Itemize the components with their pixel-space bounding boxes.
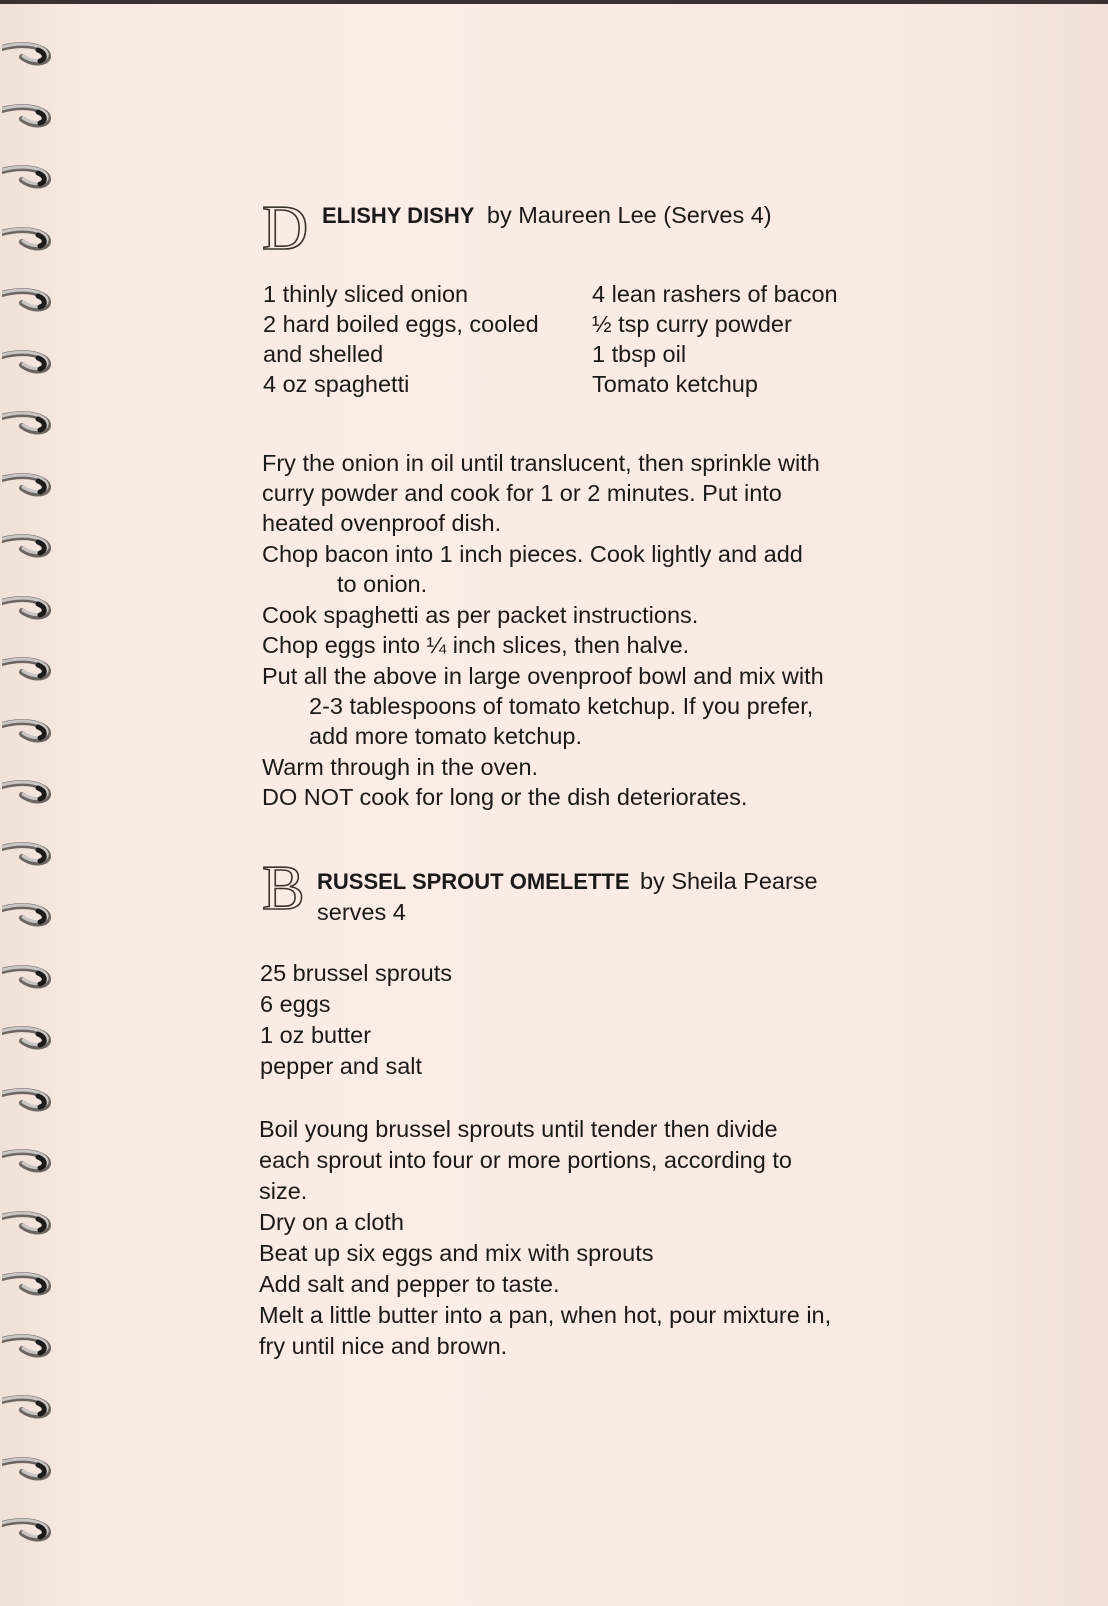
binding-coil [2,1393,54,1419]
method-line: fry until nice and brown. [259,1333,508,1359]
binding-coil [2,840,54,866]
ingredient-left-1: 1 thinly sliced onion [263,281,469,307]
binding-coil [2,963,54,989]
recipe-1-title-row [322,202,772,229]
method-line: Chop eggs into ¼ inch slices, then halve. [262,632,690,658]
recipe-2-byline: by Sheila Pearse [639,868,818,894]
recipe-1-byline: by Maureen Lee (Serves 4) [486,202,772,228]
ingredient: 1 oz butter [260,1022,372,1048]
ingredient-right-1: 4 lean rashers of bacon [592,281,838,307]
binding-coil [2,778,54,804]
binding-coil [2,40,54,66]
binding-coil [2,1147,54,1173]
method-line: curry powder and cook for 1 or 2 minutes. Put into [262,480,782,506]
binding-coil [2,286,54,312]
method-line: Dry on a cloth [259,1209,404,1235]
ingredient-right-4: Tomato ketchup [592,371,758,397]
ingredient: pepper and salt [260,1053,423,1079]
method-line: add more tomato ketchup. [309,723,583,749]
recipe-2-title: RUSSEL SPROUT OMELETTE [317,869,630,894]
binding-coil [2,163,54,189]
binding-coil [2,594,54,620]
recipe-1-title: ELISHY DISHY [322,203,475,228]
binding-coil [2,1024,54,1050]
ingredient: 6 eggs [260,991,331,1017]
method-line: Add salt and pepper to taste. [259,1271,560,1297]
dropcap-b: B [262,852,305,923]
method-line: Chop bacon into 1 inch pieces. Cook lightly and add [262,541,803,567]
method-line: Melt a little butter into a pan, when hot, pour mixture in, [259,1302,832,1328]
binding-coil [2,102,54,128]
ingredient-left-4: 4 oz spaghetti [263,371,410,397]
spiral-binding [0,0,70,1606]
method-line: to onion. [337,571,428,597]
method-line: 2-3 tablespoons of tomato ketchup. If you prefer, [309,693,814,719]
ingredient-right-3: 1 tbsp oil [592,341,687,367]
ingredient-left-3: and shelled [263,341,384,367]
method-line: size. [259,1178,308,1204]
dropcap-d: D [262,192,309,263]
ingredient: 25 brussel sprouts [260,960,453,986]
page-top-edge [0,0,1108,4]
binding-coil [2,1086,54,1112]
binding-coil [2,655,54,681]
binding-coil [2,409,54,435]
binding-coil [2,1455,54,1481]
binding-coil [2,471,54,497]
recipe-2-title-row [317,868,818,895]
method-line: heated ovenproof dish. [262,510,502,536]
method-line: Warm through in the oven. [262,754,539,780]
binding-coil [2,901,54,927]
binding-coil [2,532,54,558]
ingredient-right-2: ½ tsp curry powder [592,311,792,337]
binding-coil [2,717,54,743]
binding-coil [2,1332,54,1358]
method-line: each sprout into four or more portions, according to [259,1147,792,1173]
ingredient-left-2: 2 hard boiled eggs, cooled [263,311,539,337]
method-line: Cook spaghetti as per packet instructions. [262,602,699,628]
recipe-2-serves: serves 4 [317,899,406,925]
binding-coil [2,1516,54,1542]
binding-coil [2,225,54,251]
binding-coil [2,348,54,374]
method-line: Fry the onion in oil until translucent, then sprinkle with [262,450,820,476]
binding-coil [2,1209,54,1235]
method-line: DO NOT cook for long or the dish deteriorates. [262,784,748,810]
method-line: Boil young brussel sprouts until tender then divide [259,1116,778,1142]
binding-coil [2,1270,54,1296]
method-line: Beat up six eggs and mix with sprouts [259,1240,654,1266]
method-line: Put all the above in large ovenproof bowl and mix with [262,663,824,689]
